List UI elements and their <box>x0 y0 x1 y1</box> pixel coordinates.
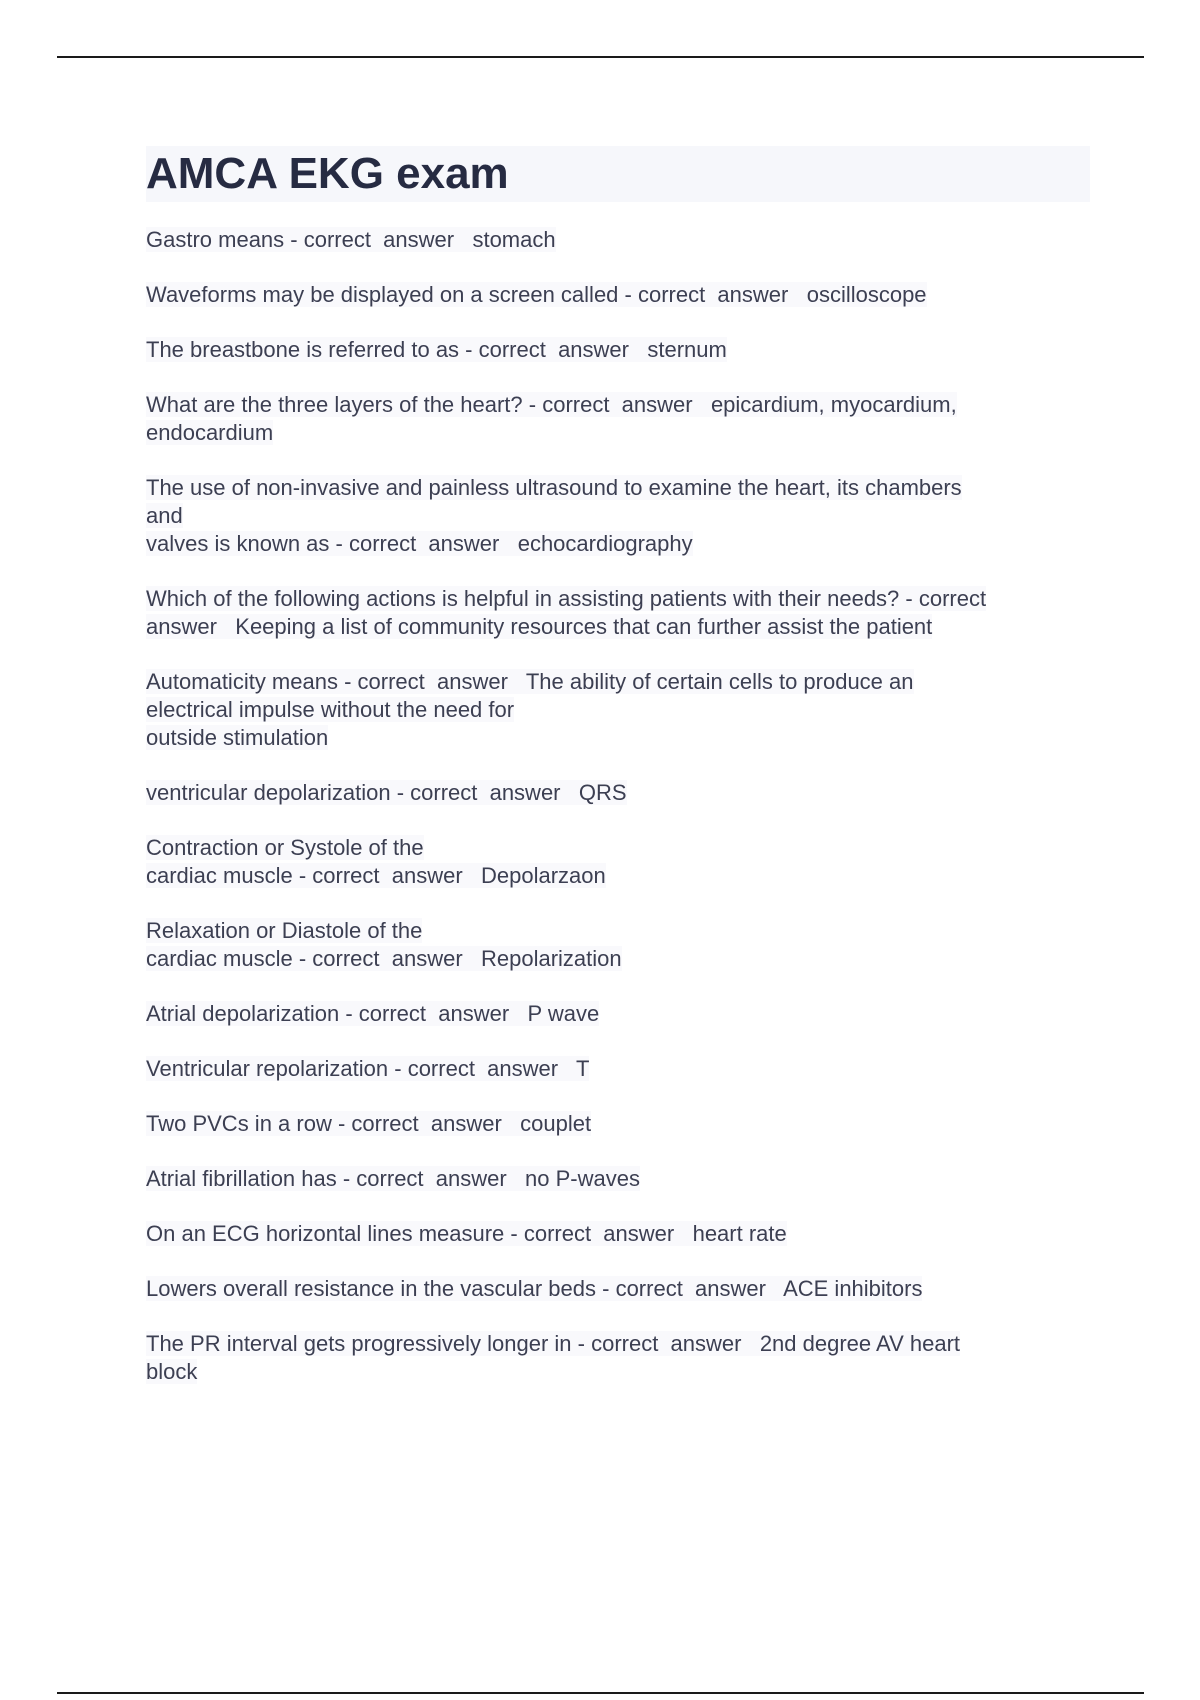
answer-text: oscilloscope <box>806 282 927 307</box>
question-text: Which of the following actions is helpful in assisting patients with their needs? <box>146 586 900 611</box>
answer-text: echocardiography <box>517 531 693 556</box>
answer-text: The ability of certain cells to produce an electrical impulse without the need for outside stimulation <box>146 669 914 750</box>
qa-item <box>146 1220 1090 1248</box>
question-text: Waveforms may be displayed on a screen called <box>146 282 619 307</box>
correct-answer-marker: - correct answer <box>618 282 807 307</box>
answer-text: couplet <box>520 1111 592 1136</box>
qa-item <box>146 1000 1090 1028</box>
correct-answer-marker: - correct answer <box>146 586 987 639</box>
correct-answer-marker: - correct answer <box>504 1221 693 1246</box>
correct-answer-marker: - correct answer <box>329 531 518 556</box>
question-text: Relaxation or Diastole of the cardiac muscle <box>146 918 423 971</box>
answer-text: Depolarzaon <box>481 863 606 888</box>
correct-answer-marker: - correct answer <box>390 780 579 805</box>
qa-item <box>146 1275 1090 1303</box>
correct-answer-marker: - correct answer <box>337 669 526 694</box>
qa-item <box>146 1165 1090 1193</box>
qa-item <box>146 226 1090 254</box>
qa-item <box>146 779 1090 807</box>
qa-item <box>146 474 1090 558</box>
answer-text: ACE inhibitors <box>783 1276 923 1301</box>
correct-answer-marker: - correct answer <box>284 227 473 252</box>
answer-text: 2nd degree AV heart block <box>146 1331 961 1384</box>
answer-text: QRS <box>578 780 627 805</box>
qa-item <box>146 336 1090 364</box>
question-text: Ventricular repolarization <box>146 1056 389 1081</box>
answer-text: T <box>576 1056 590 1081</box>
correct-answer-marker: - correct answer <box>339 1001 528 1026</box>
qa-item <box>146 391 1090 447</box>
qa-item <box>146 281 1090 309</box>
correct-answer-marker: - correct answer <box>331 1111 521 1136</box>
qa-item <box>146 1055 1090 1083</box>
question-text: Atrial fibrillation has <box>146 1166 337 1191</box>
correct-answer-marker: - correct answer <box>292 863 481 888</box>
question-text: ventricular depolarization <box>146 780 391 805</box>
answer-text: stomach <box>472 227 556 252</box>
correct-answer-marker: - correct answer <box>336 1166 526 1191</box>
qa-item <box>146 585 1090 641</box>
page-title: AMCA EKG exam <box>146 149 509 198</box>
qa-item <box>146 668 1090 752</box>
question-text: On an ECG horizontal lines measure <box>146 1221 505 1246</box>
bottom-rule <box>57 1692 1144 1694</box>
question-text: Two PVCs in a row <box>146 1111 332 1136</box>
qa-item <box>146 917 1090 973</box>
qa-item <box>146 834 1090 890</box>
answer-text: Keeping a list of community resources that can further assist the patient <box>235 614 933 639</box>
question-text: The PR interval gets progressively longer in <box>146 1331 572 1356</box>
top-rule <box>57 56 1144 58</box>
correct-answer-marker: - correct answer <box>522 392 711 417</box>
qa-item <box>146 1110 1090 1138</box>
document-body <box>146 146 1090 1413</box>
question-text: The use of non-invasive and painless ultrasound to examine the heart, its chambers and valves is known as <box>146 475 962 556</box>
correct-answer-marker: - correct answer <box>292 946 481 971</box>
answer-text: P wave <box>527 1001 600 1026</box>
correct-answer-marker: - correct answer <box>596 1276 784 1301</box>
qa-list <box>146 226 1090 1386</box>
answer-text: heart rate <box>692 1221 787 1246</box>
question-text: Gastro means <box>146 227 285 252</box>
title-banner <box>146 146 1090 202</box>
question-text: What are the three layers of the heart? <box>146 392 523 417</box>
question-text: Atrial depolarization <box>146 1001 340 1026</box>
qa-item <box>146 1330 1090 1386</box>
answer-text: epicardium, myocardium, endocardium <box>146 392 957 445</box>
question-text: Contraction or Systole of the cardiac muscle <box>146 835 424 888</box>
answer-text: sternum <box>647 337 727 362</box>
question-text: Automaticity means <box>146 669 338 694</box>
correct-answer-marker: - correct answer <box>388 1056 577 1081</box>
question-text: The breastbone is referred to as <box>146 337 460 362</box>
correct-answer-marker: - correct answer <box>459 337 648 362</box>
answer-text: no P-waves <box>525 1166 640 1191</box>
question-text: Lowers overall resistance in the vascular beds <box>146 1276 597 1301</box>
answer-text: Repolarization <box>481 946 622 971</box>
correct-answer-marker: - correct answer <box>571 1331 760 1356</box>
